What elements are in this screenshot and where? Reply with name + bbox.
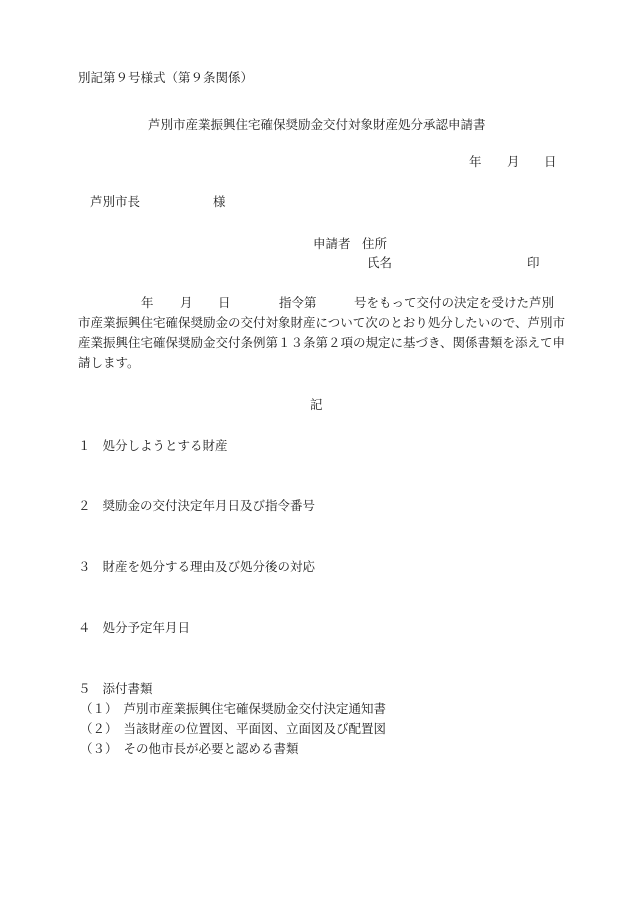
item-number: ２ bbox=[78, 498, 91, 513]
item-label: 処分予定年月日 bbox=[102, 620, 191, 635]
applicant-label: 申請者 bbox=[313, 236, 351, 251]
attachment-number: （３） bbox=[80, 741, 118, 756]
attachment-number: （２） bbox=[80, 721, 118, 736]
date-day: 日 bbox=[544, 154, 557, 169]
name-label: 氏名 bbox=[367, 255, 393, 270]
attachment-label: 芦別市産業振興住宅確保奨励金交付決定通知書 bbox=[123, 701, 387, 716]
item-number: １ bbox=[78, 438, 91, 453]
attachment-item bbox=[80, 741, 299, 757]
body-month: 月 bbox=[180, 295, 193, 310]
body-line-3: 産業振興住宅確保奨励金交付条例第１３条第２項の規定に基づき、関係書類を添えて申 bbox=[78, 335, 566, 350]
document-title: 芦別市産業振興住宅確保奨励金交付対象財産処分承認申請書 bbox=[148, 117, 486, 132]
list-item bbox=[78, 559, 315, 575]
address-label: 住所 bbox=[362, 236, 388, 251]
attachment-label: その他市長が必要と認める書類 bbox=[123, 741, 299, 756]
body-line-4: 請します。 bbox=[78, 355, 140, 370]
addressee-mayor: 芦別市長 bbox=[90, 194, 141, 209]
attachment-item bbox=[80, 721, 386, 737]
ki-heading: 記 bbox=[310, 397, 323, 412]
item-label: 奨励金の交付決定年月日及び指令番号 bbox=[102, 498, 316, 513]
form-label: 別記第９号様式（第９条関係） bbox=[78, 70, 254, 85]
attachment-item bbox=[80, 701, 386, 717]
body-line-2: 市産業振興住宅確保奨励金の交付対象財産について次のとおり処分したいので、芦別市 bbox=[78, 315, 566, 330]
list-item bbox=[78, 620, 190, 636]
item-number: ４ bbox=[78, 620, 91, 635]
item-label: 財産を処分する理由及び処分後の対応 bbox=[102, 559, 316, 574]
body-year: 年 bbox=[141, 295, 154, 310]
list-item bbox=[78, 438, 228, 454]
addressee-honorific: 様 bbox=[213, 194, 226, 209]
list-item bbox=[78, 681, 153, 697]
list-item bbox=[78, 498, 315, 514]
attachment-number: （１） bbox=[80, 701, 118, 716]
item-label: 処分しようとする財産 bbox=[102, 438, 228, 453]
item-label: 添付書類 bbox=[102, 681, 153, 696]
body-line-1: 指令第 号をもって交付の決定を受けた芦別 bbox=[279, 295, 555, 310]
seal-mark: 印 bbox=[527, 255, 540, 270]
date-year: 年 bbox=[469, 154, 482, 169]
body-day: 日 bbox=[218, 295, 231, 310]
attachment-label: 当該財産の位置図、平面図、立面図及び配置図 bbox=[123, 721, 387, 736]
date-month: 月 bbox=[507, 154, 520, 169]
item-number: ５ bbox=[78, 681, 91, 696]
item-number: ３ bbox=[78, 559, 91, 574]
